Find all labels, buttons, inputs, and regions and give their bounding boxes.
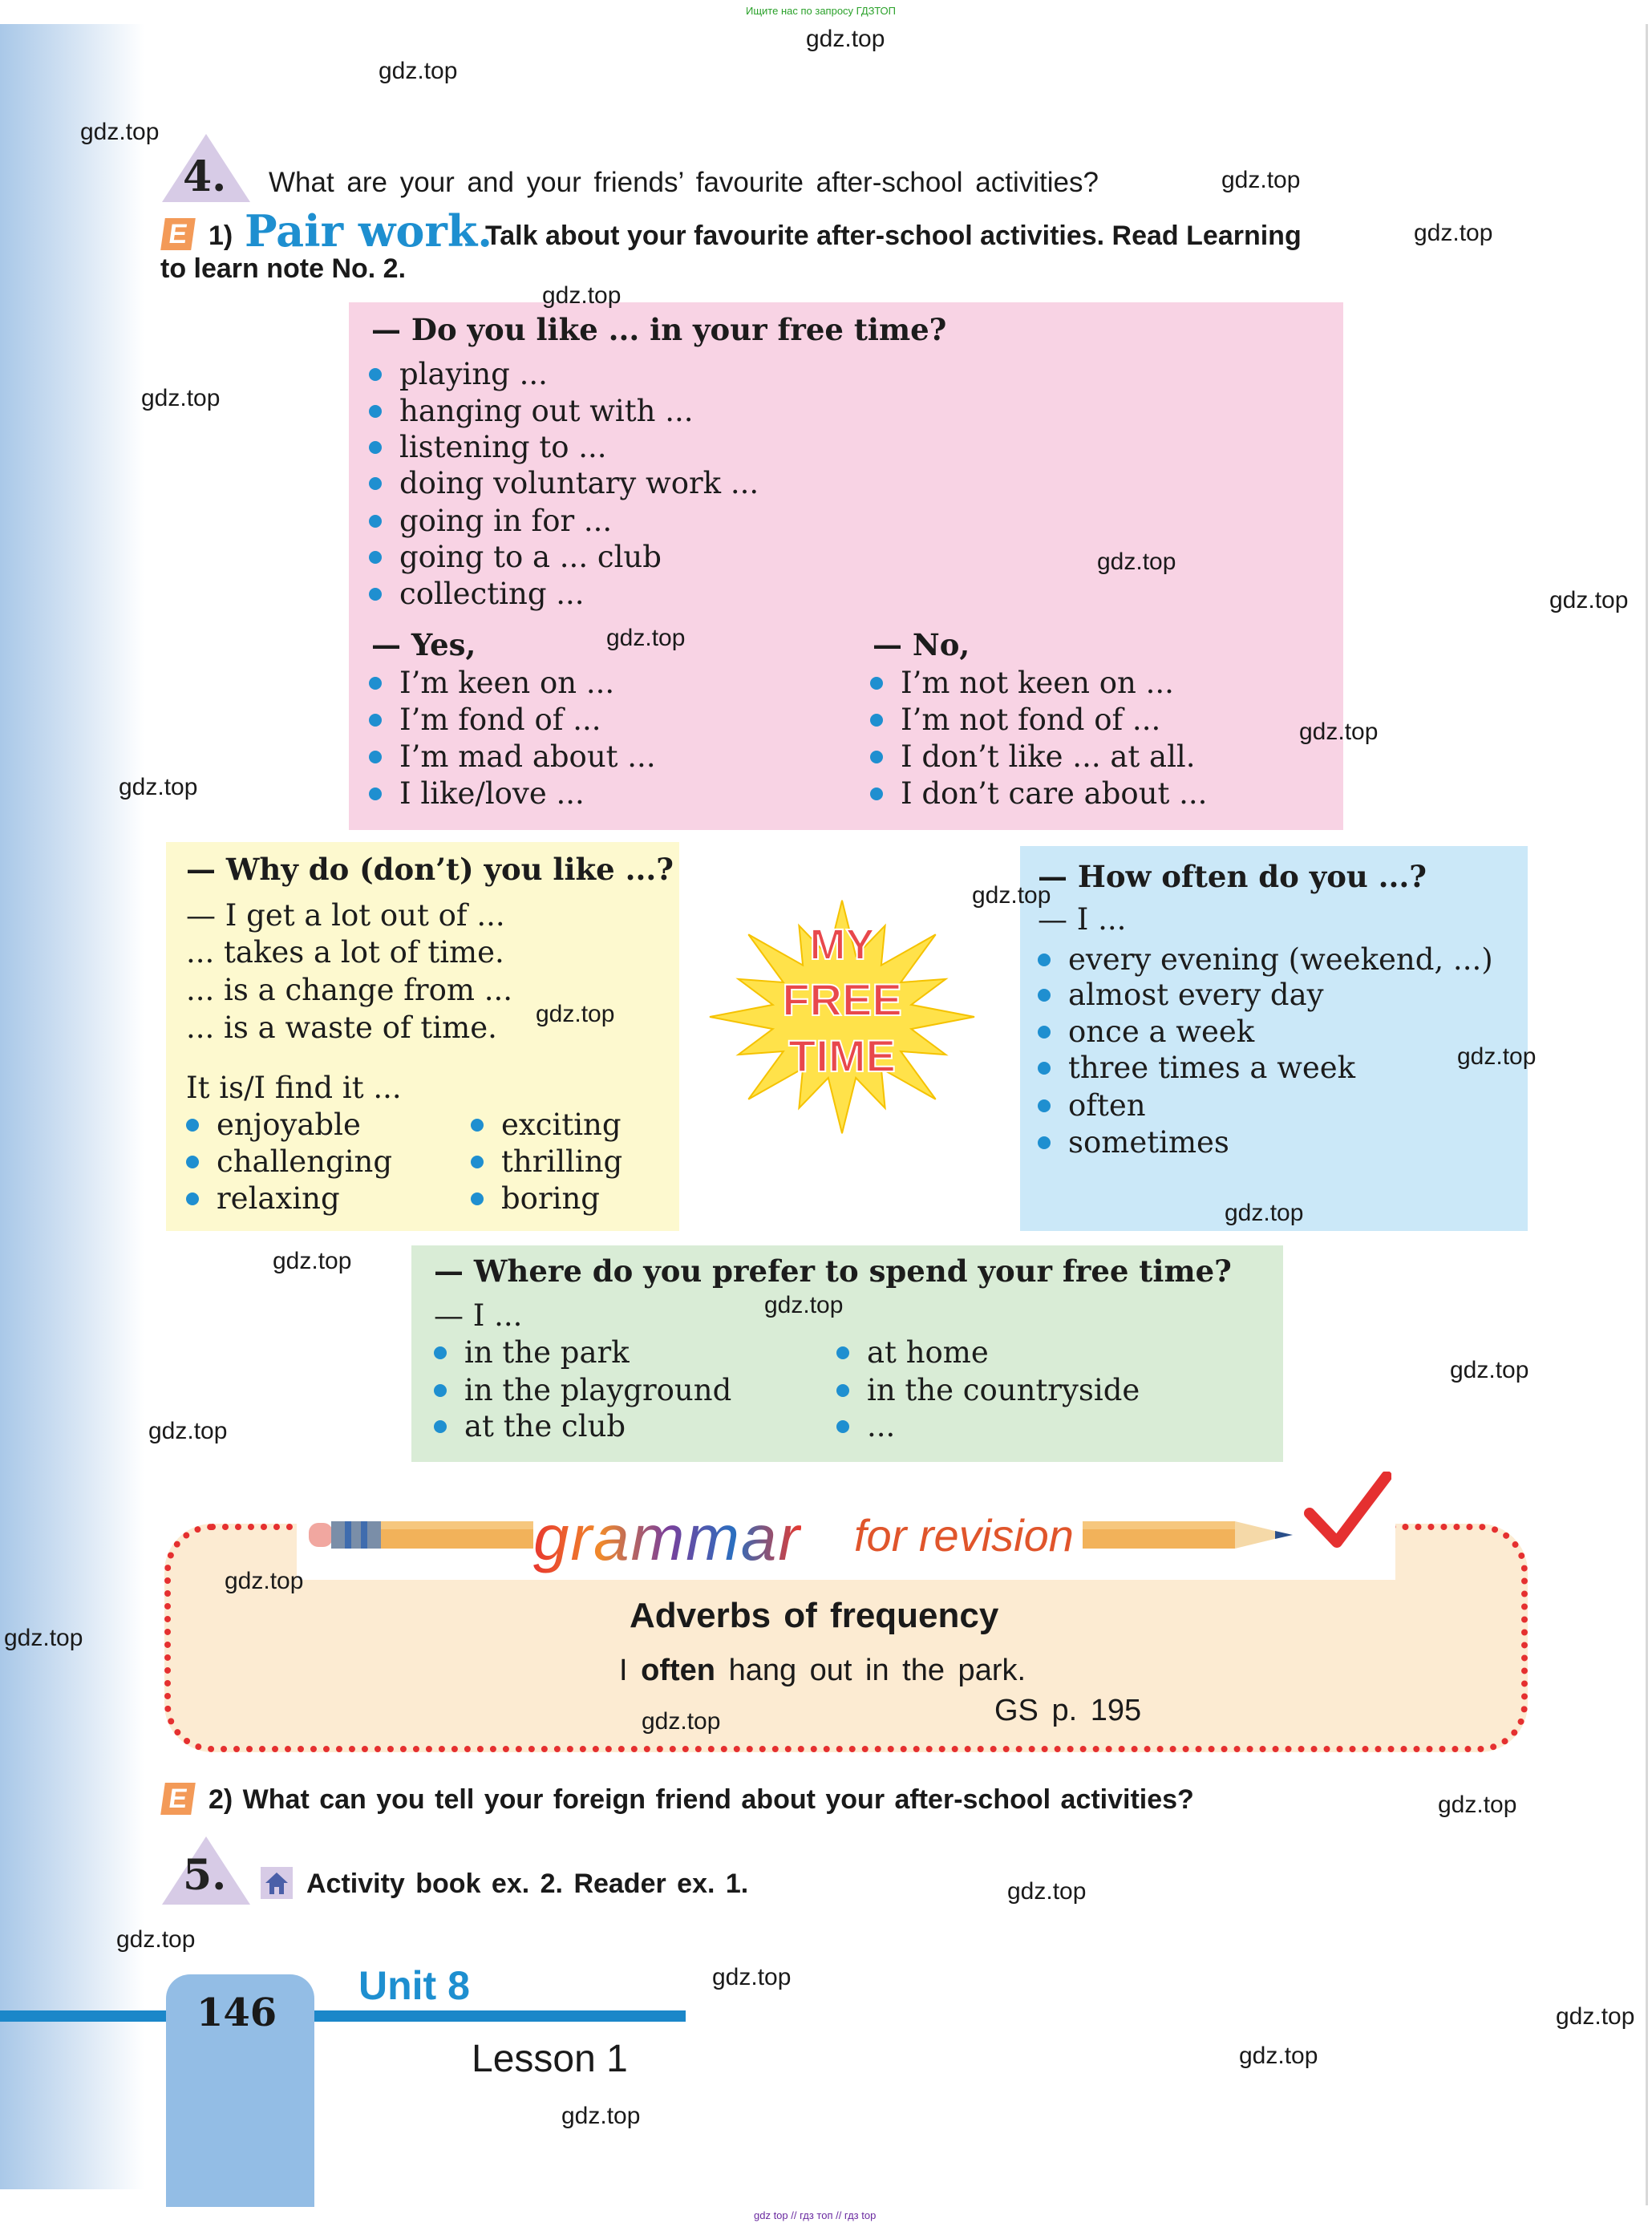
list-item: I’m not fond of ... (870, 703, 1160, 737)
list-item: I’m mad about ... (369, 739, 656, 774)
task-2-text: 2) What can you tell your foreign friend about your after-school activities? (209, 1784, 1194, 1815)
list-item: at home (836, 1335, 989, 1370)
bullet-icon (369, 714, 382, 727)
bullet-icon (870, 788, 883, 800)
list-item: in the countryside (836, 1373, 1140, 1407)
yellow-phrase-box (166, 842, 679, 1231)
blue-answer: — I ... (1038, 902, 1127, 937)
answer-line: ... is a change from ... (186, 973, 513, 1007)
list-item: ... (836, 1409, 895, 1443)
bullet-icon (369, 551, 382, 564)
answer-line: ... is a waste of time. (186, 1010, 497, 1045)
watermark: gdz.top (712, 1964, 792, 1990)
bullet-icon (369, 588, 382, 601)
task-1-number: 1) (209, 221, 233, 251)
green-answer: — I ... (434, 1298, 523, 1333)
bullet-icon (836, 1420, 849, 1433)
exercise-4-question: What are your and your friends’ favourite after-school activities? (269, 167, 1099, 198)
list-item: sometimes (1038, 1125, 1229, 1160)
watermark: gdz.top (141, 385, 221, 411)
watermark: gdz.top (1007, 1878, 1087, 1905)
watermark: gdz.top (536, 1001, 615, 1027)
bullet-icon (434, 1384, 447, 1397)
bullet-icon (186, 1156, 199, 1168)
watermark: gdz.top (225, 1568, 304, 1594)
bullet-icon (369, 441, 382, 454)
checkmark-icon (1303, 1472, 1391, 1552)
watermark: gdz.top (561, 2103, 641, 2129)
yellow-question: — Why do (don’t) you like ...? (186, 852, 674, 887)
watermark: gdz.top (80, 119, 160, 145)
home-icon (261, 1867, 293, 1899)
bullet-icon (369, 788, 382, 800)
list-item: three times a week (1038, 1051, 1355, 1085)
grammar-logo-word: grammar (533, 1502, 802, 1573)
list-item: every evening (weekend, ...) (1038, 942, 1493, 977)
list-item: enjoyable (186, 1107, 361, 1142)
watermark: gdz.top (1549, 587, 1629, 613)
watermark: gdz.top (1556, 2003, 1635, 2030)
watermark: gdz.top (1225, 1200, 1304, 1226)
list-item: going to a ... club (369, 540, 662, 574)
grammar-logo-sub: for revision (854, 1510, 1074, 1561)
watermark: gdz.top (1299, 719, 1379, 745)
list-item: relaxing (186, 1181, 340, 1216)
bullet-icon (1038, 1099, 1051, 1112)
watermark: gdz.top (806, 26, 885, 52)
watermark: gdz.top (116, 1926, 196, 1953)
right-page-edge (1646, 24, 1648, 2205)
watermark: gdz.top (606, 625, 686, 651)
pink-phrase-box (349, 302, 1343, 830)
bullet-icon (369, 751, 382, 763)
list-item: hanging out with ... (369, 394, 694, 428)
grammar-reference: GS p. 195 (994, 1694, 1142, 1727)
list-item: I’m keen on ... (369, 666, 614, 700)
bottom-notice: gdz top // гдз топ // гдз top (754, 2209, 877, 2221)
bullet-icon (369, 515, 382, 528)
bullet-icon (836, 1346, 849, 1359)
exercise-4-number: 4. (183, 152, 227, 201)
answer-line: — I get a lot out of ... (186, 898, 505, 933)
page-number: 146 (196, 1990, 277, 2035)
bullet-icon (369, 405, 382, 418)
bullet-icon (369, 477, 382, 490)
watermark: gdz.top (273, 1248, 352, 1274)
exercise-5-number: 5. (183, 1851, 227, 1900)
blue-question: — How often do you ...? (1038, 859, 1427, 894)
green-phrase-box (411, 1245, 1283, 1462)
watermark: gdz.top (119, 774, 198, 800)
list-item: listening to ... (369, 430, 607, 464)
footer-bar (0, 2010, 686, 2022)
bullet-icon (434, 1420, 447, 1433)
watermark: gdz.top (972, 882, 1051, 909)
bullet-icon (471, 1192, 484, 1205)
grammar-example: I often hang out in the park. (619, 1654, 1026, 1687)
answer-line: ... takes a lot of time. (186, 935, 504, 970)
watermark: gdz.top (764, 1292, 844, 1318)
exercise-5-text: Activity book ex. 2. Reader ex. 1. (306, 1869, 749, 1899)
my-free-time-starburst (704, 897, 981, 1137)
bullet-icon (870, 677, 883, 690)
list-item: going in for ... (369, 504, 612, 538)
list-item: boring (471, 1181, 600, 1216)
watermark: gdz.top (379, 58, 458, 84)
watermark: gdz.top (542, 282, 622, 309)
pencil-right-icon (1083, 1518, 1307, 1552)
list-item: once a week (1038, 1014, 1254, 1049)
watermark: gdz.top (148, 1418, 228, 1444)
watermark: gdz.top (1450, 1357, 1529, 1383)
list-item: exciting (471, 1107, 622, 1142)
yes-label: — Yes, (371, 627, 476, 662)
grammar-title: Adverbs of frequency (630, 1596, 999, 1635)
green-question: — Where do you prefer to spend your free time? (434, 1253, 1232, 1289)
list-item: thrilling (471, 1144, 622, 1179)
list-item: I’m not keen on ... (870, 666, 1174, 700)
list-item: playing ... (369, 357, 548, 391)
starburst-word: MY (809, 921, 875, 969)
bullet-icon (434, 1346, 447, 1359)
pair-work-title: Pair work. (245, 205, 493, 257)
starburst-word: TIME (788, 1030, 896, 1081)
task-2-e-badge: E (160, 1783, 196, 1815)
watermark: gdz.top (1239, 2043, 1318, 2069)
find-label: It is/I find it ... (186, 1071, 402, 1105)
blue-phrase-box (1020, 846, 1528, 1231)
bullet-icon (836, 1384, 849, 1397)
pencil-left-icon (309, 1518, 533, 1552)
bullet-icon (870, 751, 883, 763)
bullet-icon (471, 1156, 484, 1168)
watermark: gdz.top (4, 1625, 83, 1651)
left-page-strip (0, 24, 144, 2189)
pink-question: — Do you like ... in your free time? (371, 312, 947, 347)
bullet-icon (1038, 1026, 1051, 1039)
list-item: I don’t care about ... (870, 776, 1207, 811)
list-item: I don’t like ... at all. (870, 739, 1196, 774)
bullet-icon (1038, 1136, 1051, 1149)
task-1-e-badge: E (160, 218, 196, 250)
bullet-icon (1038, 954, 1051, 966)
bullet-icon (870, 714, 883, 727)
task-1-text-line2: to learn note No. 2. (160, 253, 407, 284)
top-notice: Ищите нас по запросу ГДЗТОП (746, 5, 897, 17)
watermark: gdz.top (1221, 167, 1301, 193)
bullet-icon (471, 1119, 484, 1132)
list-item: often (1038, 1088, 1146, 1123)
no-label: — No, (873, 627, 970, 662)
list-item: doing voluntary work ... (369, 466, 759, 500)
watermark: gdz.top (1414, 220, 1493, 246)
list-item: challenging (186, 1144, 392, 1179)
list-item: almost every day (1038, 978, 1324, 1012)
list-item: in the park (434, 1335, 630, 1370)
list-item: I like/love ... (369, 776, 585, 811)
task-1-text-line1: Talk about your favourite after-school activities. Read Learning (485, 221, 1302, 251)
lesson-label: Lesson 1 (472, 2038, 628, 2080)
bullet-icon (186, 1119, 199, 1132)
bullet-icon (369, 677, 382, 690)
watermark: gdz.top (1097, 549, 1176, 575)
list-item: collecting ... (369, 577, 585, 611)
unit-label: Unit 8 (358, 1963, 470, 2008)
bullet-icon (369, 368, 382, 381)
bullet-icon (1038, 989, 1051, 1002)
list-item: at the club (434, 1409, 626, 1443)
watermark: gdz.top (642, 1708, 721, 1735)
bullet-icon (1038, 1062, 1051, 1075)
starburst-word: FREE (782, 974, 902, 1025)
watermark: gdz.top (1457, 1043, 1537, 1070)
list-item: in the playground (434, 1373, 731, 1407)
list-item: I’m fond of ... (369, 703, 601, 737)
bullet-icon (186, 1192, 199, 1205)
watermark: gdz.top (1438, 1792, 1517, 1818)
